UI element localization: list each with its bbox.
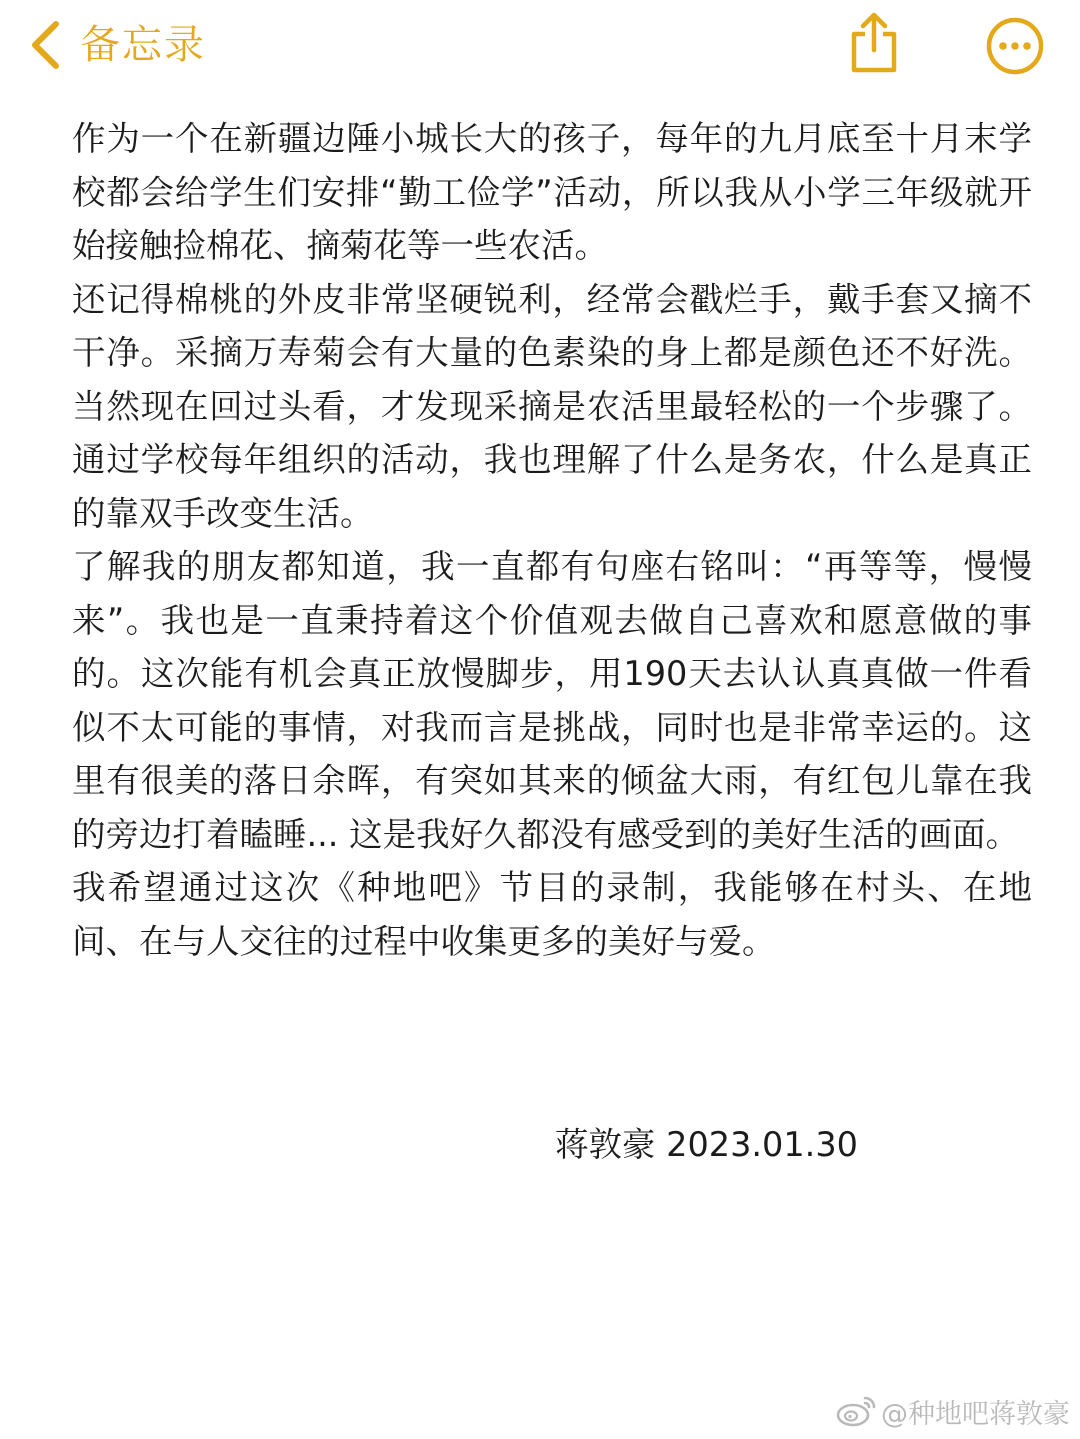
weibo-icon	[835, 1394, 877, 1428]
note-paragraph-4: 我希望通过这次《种地吧》节目的录制，我能够在村头、在地间、在与人交往的过程中收集更多的美好与爱。	[72, 868, 1032, 961]
share-button[interactable]	[846, 10, 902, 74]
watermark-text: @种地吧蒋敦豪	[881, 1398, 1070, 1430]
share-icon	[846, 10, 902, 74]
note-signature: 蒋敦豪 2023.01.30	[555, 1125, 858, 1164]
chevron-left-icon	[28, 20, 62, 70]
back-button[interactable]	[28, 14, 206, 76]
more-button[interactable]	[986, 17, 1044, 75]
watermark	[835, 1391, 1070, 1431]
back-label: 备忘录	[80, 22, 206, 68]
note-paragraph-1: 作为一个在新疆边陲小城长大的孩子，每年的九月底至十月末学校都会给学生们安排“勤工俭学”活动，所以我从小学三年级就开始接触捡棉花、摘菊花等一些农活。	[72, 119, 1032, 265]
note-paragraph-3: 了解我的朋友都知道，我一直都有句座右铭叫：“再等等，慢慢来”。我也是一直秉持着这个价值观去做自己喜欢和愿意做的事的。这次能有机会真正放慢脚步，用190天去认认真真做一件看似不太可能的事情，对我而言是挑战，同时也是非常幸运的。这里有很美的落日余晖，有突如其来的倾盆大雨，有红包儿靠在我的旁边打着瞌睡... 这是我好久都没有感受到的美好生活的画面。	[72, 547, 1032, 854]
note-paragraph-2: 还记得棉桃的外皮非常坚硬锐利，经常会戳烂手，戴手套又摘不干净。采摘万寿菊会有大量的色素染的身上都是颜色还不好洗。当然现在回过头看，才发现采摘是农活里最轻松的一个步骤了。通过学校每年组织的活动，我也理解了什么是务农，什么是真正的靠双手改变生活。	[72, 279, 1032, 533]
note-body[interactable]	[72, 112, 1032, 968]
ellipsis-circle-icon	[986, 17, 1044, 75]
navigation-bar	[0, 0, 1080, 95]
